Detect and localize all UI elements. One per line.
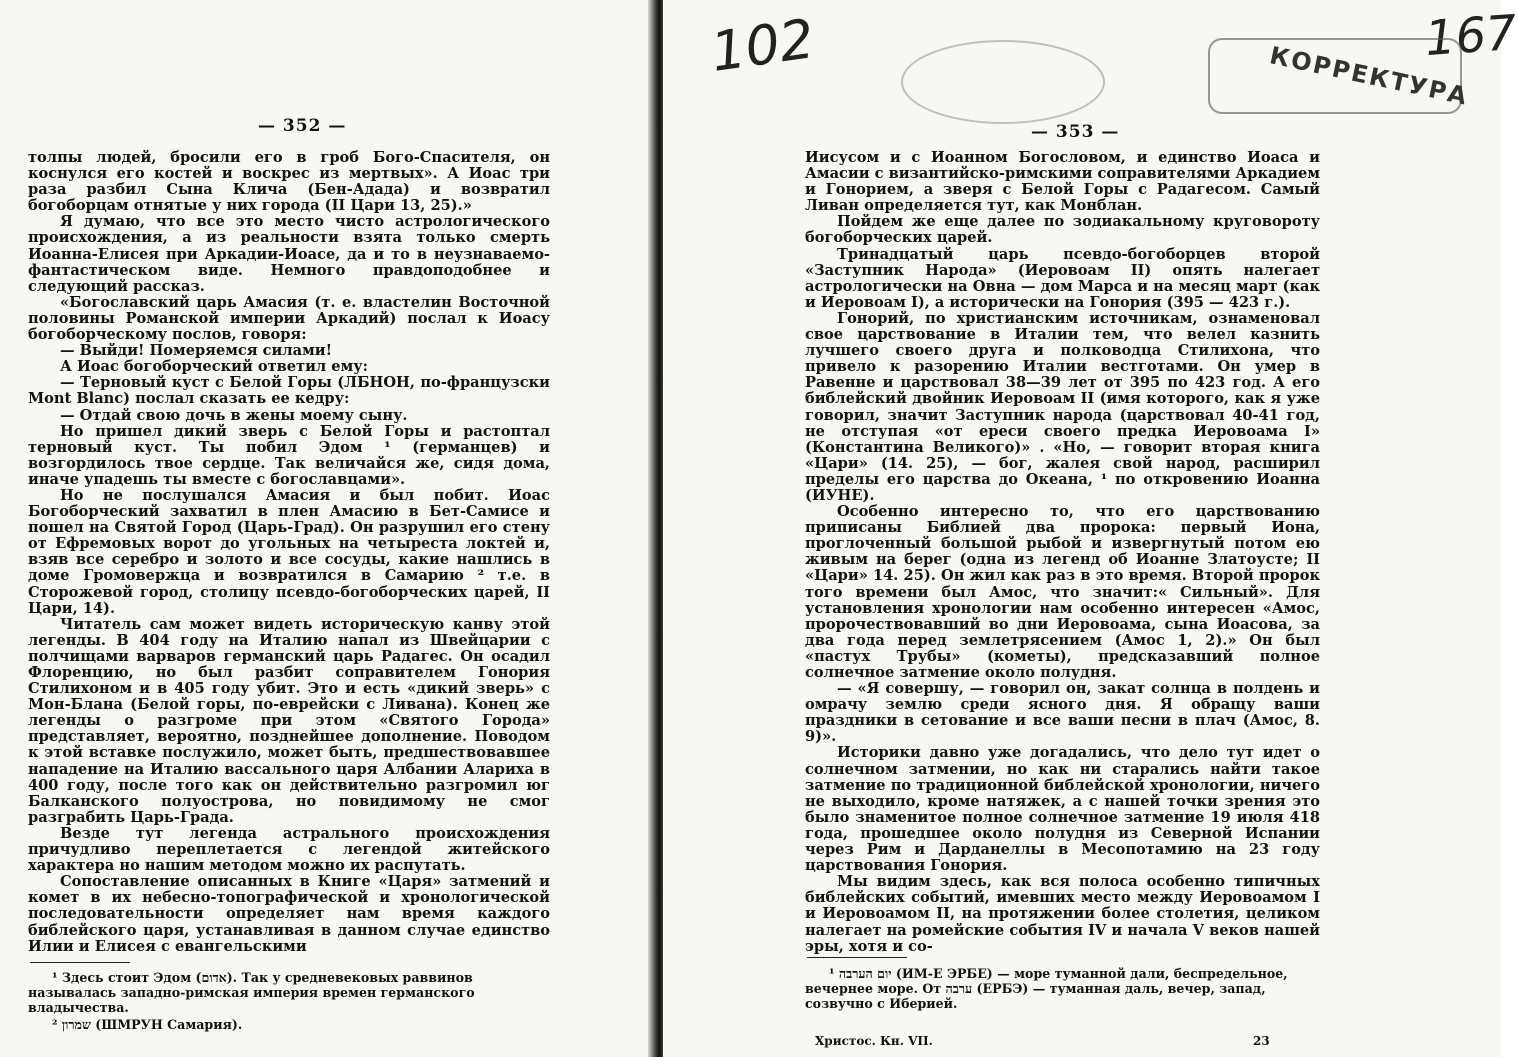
paragraph: — Отдай свою дочь в жены моему сыну. xyxy=(60,406,408,424)
round-stamp xyxy=(901,40,1105,124)
paragraph: Читатель сам может видеть историческую канву этой легенды. В 404 году на Италию напал из Швейцарии с полчищами варваров германский царь Радагес. Он осадил Флоренцию, но был разбит соправителем Гонория Стилихоном и в 405 году убит. Это и есть «дикий зверь» с Мон-Блана (Белой горы, по-еврейски с Ливана). Конец же легенды о разгроме при этом «Святого Города» представляет, вероятно, позднейшее дополнение. Поводом к этой вставке послужило, может быть, предшествовавшее нападение на Италию вассального царя Албании Алариха в 400 году, после того как он действительно разгромил юг Балканского полуострова, но повидимому не смог разграбить Царь-Града. xyxy=(28,615,550,826)
right-page xyxy=(663,0,1518,1057)
handwritten-number-left: 102 xyxy=(707,7,818,84)
right-page-body xyxy=(805,150,1320,955)
paragraph: Мы видим здесь, как вся полоса особенно типичных библейских событий, имевших место между Иеровоамом I и Иеровоамом II, на протяжении более столетия, целиком налегает на ромейские события IV и начала V веков нашей эры, хотя и со- xyxy=(805,873,1320,955)
handwritten-number-right: 167 xyxy=(1423,4,1518,68)
paragraph: Сопоставление описанных в Книге «Царя» затмений и комет в их небесно-топографической и хронологической последовательности определяет нам время каждого библейского царя, устанавливая в данном случае единство Илии и Елисея с евангельскими xyxy=(28,873,550,955)
paragraph: — Выйди! Померяемся силами! xyxy=(60,342,333,360)
paragraph: Гонорий, по христианским источникам, ознаменовал свое царствование в Италии тем, что велел казнить лучшего своего друга и полководца Стилихона, что привело к разорению Италии вестготами. Он умер в Равенне и царствовал 38—39 лет от 395 по 423 год. А его библейский двойник Иеровоам II (имя которого, как я уже говорил, значит Заступник народа (царствовал 40-41 год, не отступая «от ереси своего предка Иеровоама I» (Константина Великого)» . «Но, — говорит вторая книга «Цари» (14. 25), — бог, жалея свой народ, расширил пределы его царства до Океана, ¹ по откровению Иоанна (ИУНЕ). xyxy=(805,309,1320,504)
footer-book-title: Христос. Кн. VII. xyxy=(815,1034,933,1048)
paragraph: Историки давно уже догадались, что дело тут идет о солнечном затмении, но как ни старались найти такое затмение по традиционной библейской хронологии, ничего не выходило, кроме натяжек, а с нашей точки зрения это было знаменитое полное солнечное затмение 19 июля 418 года, прошедшее около полудня из Северной Испании через Рим и Дарданеллы в Месопотамию на 23 году царствования Гонория. xyxy=(805,744,1320,875)
paragraph: Но не послушался Амасия и был побит. Иоас Богоборческий захватил в плен Амасию в Бет-Самисе и пошел на Святой Город (Царь-Град). Он разрушил его стену от Ефремовых ворот до угольных на четыреста локтей и, взяв все серебро и золото и все сосуды, какие нашлись в доме Громовержца и возвратился в Самарию ² т.е. в Сторожевой город, столицу псевдо-богоборческих царей, II Цари, 14). xyxy=(28,486,550,617)
right-page-number: — 353 — xyxy=(1031,122,1120,142)
paragraph: Иисусом и с Иоанном Богословом, и единство Иоаса и Амасии с византийско-римскими соправителями Аркадием и Гонорием, а зверя с Белой Горы с Радагесом. Самый Ливан определяется тут, как Монблан. xyxy=(805,149,1320,215)
paragraph: «Богославский царь Амасия (т. е. властелин Восточной половины Романской империи Аркадий) послал к Иоасу богоборческому послов, говоря: xyxy=(28,293,550,344)
correction-stamp-text: КОРРЕКТУРА xyxy=(1267,41,1471,111)
footnote-divider xyxy=(30,962,130,963)
footer-signature-number: 23 xyxy=(1253,1034,1270,1048)
right-footnotes xyxy=(805,966,1320,1013)
paragraph: — Терновый куст с Белой Горы (ЛБНОН, по-французски Mont Blanc) послал сказать ее кедру: xyxy=(28,374,550,408)
paragraph: толпы людей, бросили его в гроб Бого-Спасителя, он коснулся его костей и воскрес из мертвых». А Иоас три раза разбил Сына Клича (Бен-Адада) и возвратил богоборцам отнятые у них города (II Цари 13, 25).» xyxy=(28,149,550,215)
paragraph: Но пришел дикий зверь с Белой Горы и растоптал терновый куст. Ты побил Эдом ¹ (германцев) и возгордилось твое сердце. Так величайся же, сидя дома, иначе упадешь ты вместе с богославцами». xyxy=(28,422,550,488)
footnote: ¹ Здесь стоит Эдом (אדום). Так у средневековых раввинов называлась западно-римская империя времен германского владычества. xyxy=(28,970,475,1015)
left-page xyxy=(0,0,655,1057)
paragraph: Тринадцатый царь псевдо-богоборцев второй «Заступник Народа» (Иеровоам II) опять налегает астрологически на Овна — дом Марса и на месяц март (как и Иеровоам I), а исторически на Гонория (395 — 423 г.). xyxy=(805,245,1320,311)
paragraph: Я думаю, что все это место чисто астрологического происхождения, а из реальности взята только смерть Иоанна-Елисея при Аркадии-Иоасе, да и то в неузнаваемо-фантастическом виде. Немного правдоподобнее и следующий рассказ. xyxy=(28,213,550,295)
paragraph: Особенно интересно то, что его царствованию приписаны Библией два пророка: первый Иона, проглоченный большой рыбой и извергнутый потом ею живым на берег (одна из легенд об Иоанне Златоусте; II «Цари» 14. 25). Он жил как раз в это время. Второй пророк того времени был Амос, что значит:« Сильный». Для установления хронологии нам особенно интересен «Амос, пророчествовавший во дни Иеровоама, сына Иоасова, за два года перед землетрясением (Амос 1, 2).» Он был «пастух Трубы» (кометы), предсказавший полное солнечное затмение около полудня. xyxy=(805,503,1320,681)
left-footnotes xyxy=(28,970,550,1034)
footnote: ¹ יום הערבה (ИМ-Е ЭРБЕ) — море туманной дали, беспредельное, вечернее море. От ערבה (ЕРБЭ) — туманная даль, вечер, запад, созвучно с Иберией. xyxy=(805,966,1288,1011)
paragraph: Пойдем же еще далее по зодиакальному круговороту богоборческих царей. xyxy=(805,213,1320,247)
paragraph: А Иоас богоборческий ответил ему: xyxy=(60,358,368,376)
left-page-number: — 352 — xyxy=(258,116,347,136)
paragraph: Везде тут легенда астрального происхождения причудливо переплетается с легендой житейского характера но нашим методом можно их распутать. xyxy=(28,824,550,875)
footnote-divider xyxy=(807,957,907,958)
footnote: ² שמרון (ШМРУН Самария). xyxy=(52,1017,243,1032)
left-page-body xyxy=(28,150,550,955)
paragraph: — «Я совершу, — говорил он, закат солнца в полдень и омрачу землю среди ясного дня. Я обращу ваши праздники в сетование и все ваши песни в плач (Амос, 8. 9)». xyxy=(805,680,1320,746)
